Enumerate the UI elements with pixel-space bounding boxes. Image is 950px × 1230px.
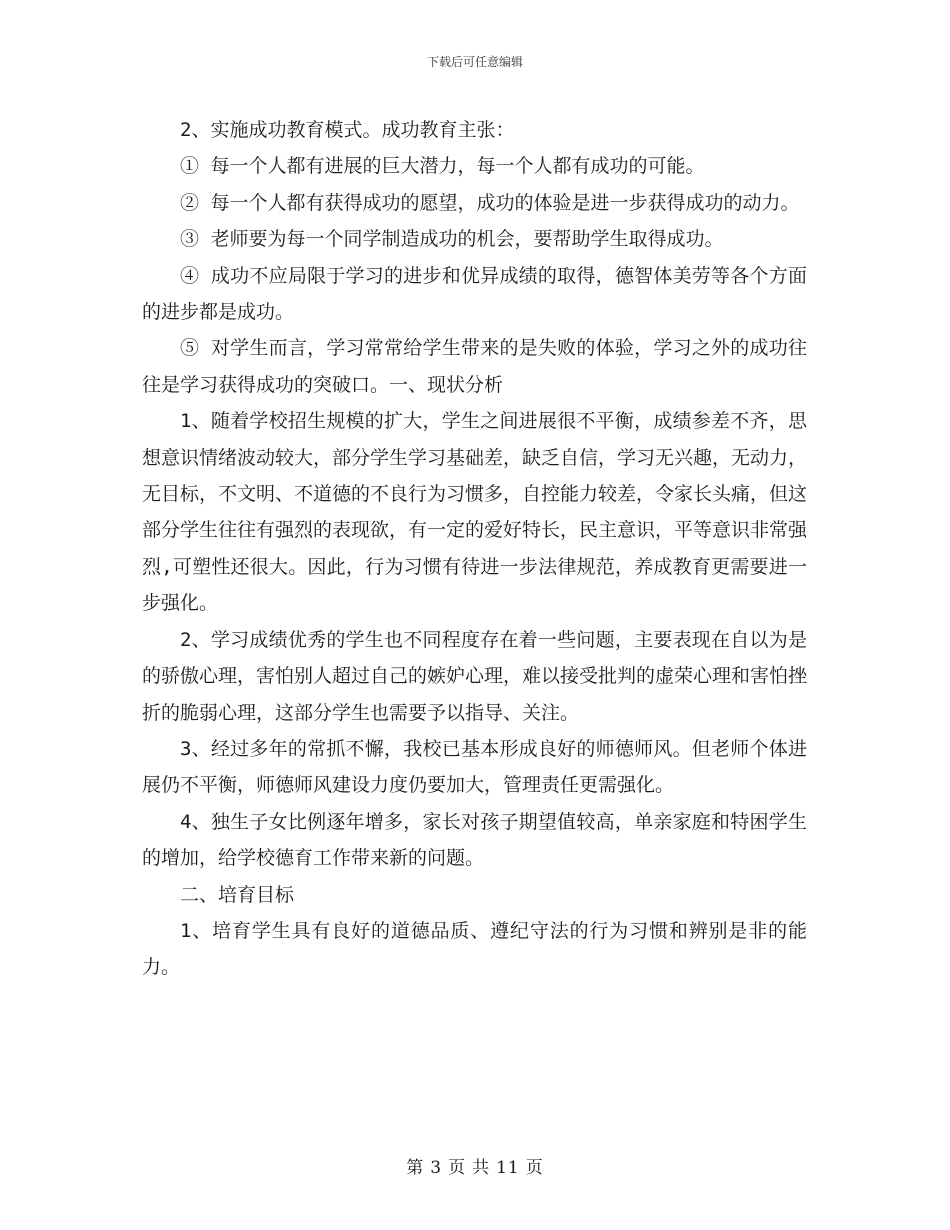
section-heading: 二、培育目标 [180,883,295,906]
paragraph: 2、学习成绩优秀的学生也不同程度存在着一些问题，主要表现在自以为是的骄傲心理，害怕别人超过自己的嫉妒心理，难以接受批判的虚荣心理和害怕挫折的脆弱心理，这部分学生也需要予以指导、关注。 [142,628,808,724]
page-label-suffix: 页 [525,1158,544,1178]
paragraph: 4、独生子女比例逐年增多，家长对孩子期望值较高，单亲家庭和特困学生的增加，给学校德育工作带来新的问题。 [142,810,807,870]
paragraph: ④ 成功不应局限于学习的进步和优异成绩的取得，德智体美劳等各个方面的进步都是成功。 [142,264,807,324]
document-body [142,112,807,986]
page-header: 下载后可任意编辑 [426,55,523,69]
total-pages-number: 11 [496,1158,520,1178]
page-label-mid: 页 [448,1158,467,1178]
page-label-prefix: 第 [406,1158,425,1178]
page-footer [0,1153,950,1178]
paragraph: ② 每一个人都有获得成功的愿望，成功的体验是进一步获得成功的动力。 [180,191,800,214]
paragraph: 2、实施成功教育模式。成功教育主张： [180,119,515,141]
paragraph: 1、随着学校招生规模的扩大，学生之间进展很不平衡，成绩参差不齐，思想意识情绪波动较大，部分学生学习基础差，缺乏自信，学习无兴趣，无动力，无目标，不文明、不道德的不良行为习惯多，自控能力较差，令家长头痛，但这部分学生往往有强烈的表现欲，有一定的爱好特长，民主意识，平等意识非常强烈,可塑性还很大。因此，行为习惯有待进一步法律规范，养成教育更需要进一步强化。 [142,410,808,615]
current-page-number: 3 [430,1158,443,1178]
paragraph: 1、培育学生具有良好的道德品质、遵纪守法的行为习惯和辨别是非的能力。 [142,919,807,979]
paragraph: ③ 老师要为每一个同学制造成功的机会，要帮助学生取得成功。 [180,228,724,251]
paragraph: ⑤ 对学生而言，学习常常给学生带来的是失败的体验，学习之外的成功往往是学习获得成功的突破口。一、现状分析 [142,337,807,396]
paragraph: 3、经过多年的常抓不懈，我校已基本形成良好的师德师风。但老师个体进展仍不平衡，师德师风建设力度仍要加大，管理责任更需强化。 [142,737,807,797]
page-label-total-prefix: 共 [472,1158,491,1178]
paragraph: ① 每一个人都有进展的巨大潜力，每一个人都有成功的可能。 [180,155,705,178]
